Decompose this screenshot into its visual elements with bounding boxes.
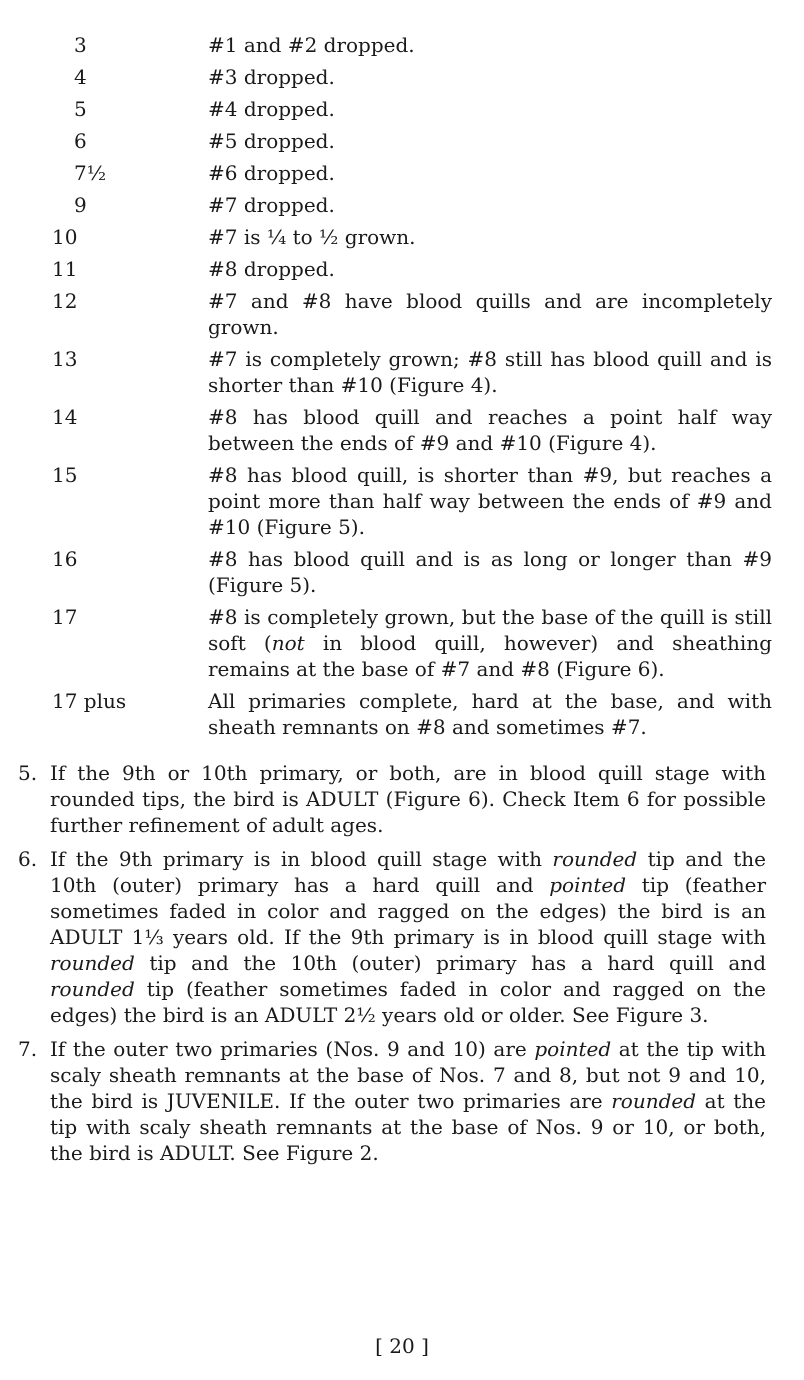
item-emphasis: rounded <box>50 951 135 975</box>
item-part: If the 9th primary is in blood quill stage with <box>50 847 553 871</box>
table-row <box>52 346 772 398</box>
item-emphasis: pointed <box>534 1037 612 1061</box>
age-day: 16 <box>52 547 78 571</box>
item-text <box>50 846 766 1028</box>
age-condition-table <box>52 32 772 746</box>
condition-text: #8 dropped. <box>208 257 335 281</box>
item-text <box>50 1036 766 1166</box>
age-day: 6 <box>74 129 87 153</box>
table-row <box>52 546 772 598</box>
condition-text: All primaries complete, hard at the base, and with sheath remnants on #8 and sometimes #7. <box>208 689 772 739</box>
table-row <box>52 96 772 122</box>
page-number: [ 20 ] <box>375 1334 429 1358</box>
item-number: 6. <box>18 847 38 871</box>
age-day: 4 <box>74 65 87 89</box>
table-row <box>52 192 772 218</box>
list-item <box>18 1036 766 1166</box>
table-row <box>52 404 772 456</box>
condition-text: #4 dropped. <box>208 97 335 121</box>
age-day: 14 <box>52 405 78 429</box>
item-part: at the tip with scaly sheath remnants at the base of Nos. 9 or 10, or both, the bird is ADULT. See Figure 2. <box>50 1089 766 1165</box>
table-row <box>52 256 772 282</box>
condition-text: #6 dropped. <box>208 161 335 185</box>
table-row <box>52 224 772 250</box>
item-number: 5. <box>18 761 38 785</box>
condition-text: #7 is completely grown; #8 still has blood quill and is shorter than #10 (Figure 4). <box>208 347 772 397</box>
condition-text: #5 dropped. <box>208 129 335 153</box>
item-emphasis: rounded <box>611 1089 697 1113</box>
table-row <box>52 64 772 90</box>
table-row <box>52 462 772 540</box>
age-day: 10 <box>52 225 78 249</box>
condition-emphasis: not <box>271 631 305 655</box>
age-day: 17 plus <box>52 689 127 713</box>
item-part: If the outer two primaries (Nos. 9 and 10) are <box>50 1037 535 1061</box>
condition-text: #7 is ¼ to ½ grown. <box>208 225 416 249</box>
age-day: 9 <box>74 193 87 217</box>
item-part: at the tip with scaly sheath remnants at the base of Nos. 7 and 8, but not 9 and 10, the bird is JUVENILE. If the outer two primaries are <box>50 1037 766 1113</box>
condition-part: in blood quill, however) and sheathing remains at the base of #7 and #8 (Figure 6). <box>208 631 773 681</box>
numbered-items <box>18 760 766 1174</box>
table-row <box>52 128 772 154</box>
condition-text: #8 has blood quill and is as long or longer than #9 (Figure 5). <box>208 547 772 597</box>
age-day: 13 <box>52 347 78 371</box>
condition-text: #7 dropped. <box>208 193 335 217</box>
list-item <box>18 846 766 1028</box>
condition-text <box>208 604 772 682</box>
age-day: 3 <box>74 33 87 57</box>
item-text: If the 9th or 10th primary, or both, are in blood quill stage with rounded tips, the bird is ADULT (Figure 6). Check Item 6 for possible further refinement of adult ages. <box>50 761 766 837</box>
age-day: 17 <box>52 605 78 629</box>
item-part: tip (feather sometimes faded in color and ragged on the edges) the bird is an ADULT 2½ years old or older. See Figure 3. <box>50 977 766 1027</box>
age-day: 15 <box>52 463 78 487</box>
condition-text: #8 has blood quill, is shorter than #9, but reaches a point more than half way between the ends of #9 and #10 (Figure 5). <box>208 463 772 539</box>
table-row <box>52 604 772 682</box>
table-row <box>52 688 772 740</box>
item-emphasis: rounded <box>50 977 135 1001</box>
age-day: 7½ <box>74 161 107 185</box>
table-row <box>52 160 772 186</box>
condition-part: #8 is completely grown, but the base of the quill is still soft ( <box>208 605 772 655</box>
condition-text: #3 dropped. <box>208 65 335 89</box>
item-number: 7. <box>18 1037 38 1061</box>
item-part: tip and the 10th (outer) primary has a hard quill and <box>134 951 766 975</box>
item-emphasis: rounded <box>552 847 638 871</box>
item-part: tip (feather sometimes faded in color and ragged on the edges) the bird is an ADULT 1⅓ years old. If the 9th primary is in blood quill stage with <box>50 873 767 949</box>
table-row <box>52 288 772 340</box>
age-day: 12 <box>52 289 78 313</box>
item-emphasis: pointed <box>549 873 627 897</box>
condition-text: #7 and #8 have blood quills and are incompletely grown. <box>208 289 772 339</box>
age-day: 5 <box>74 97 87 121</box>
condition-text: #1 and #2 dropped. <box>208 33 415 57</box>
table-row <box>52 32 772 58</box>
list-item <box>18 760 766 838</box>
age-day: 11 <box>52 257 78 281</box>
item-part: tip and the 10th (outer) primary has a hard quill and <box>50 847 766 897</box>
condition-text: #8 has blood quill and reaches a point half way between the ends of #9 and #10 (Figure 4). <box>208 405 772 455</box>
